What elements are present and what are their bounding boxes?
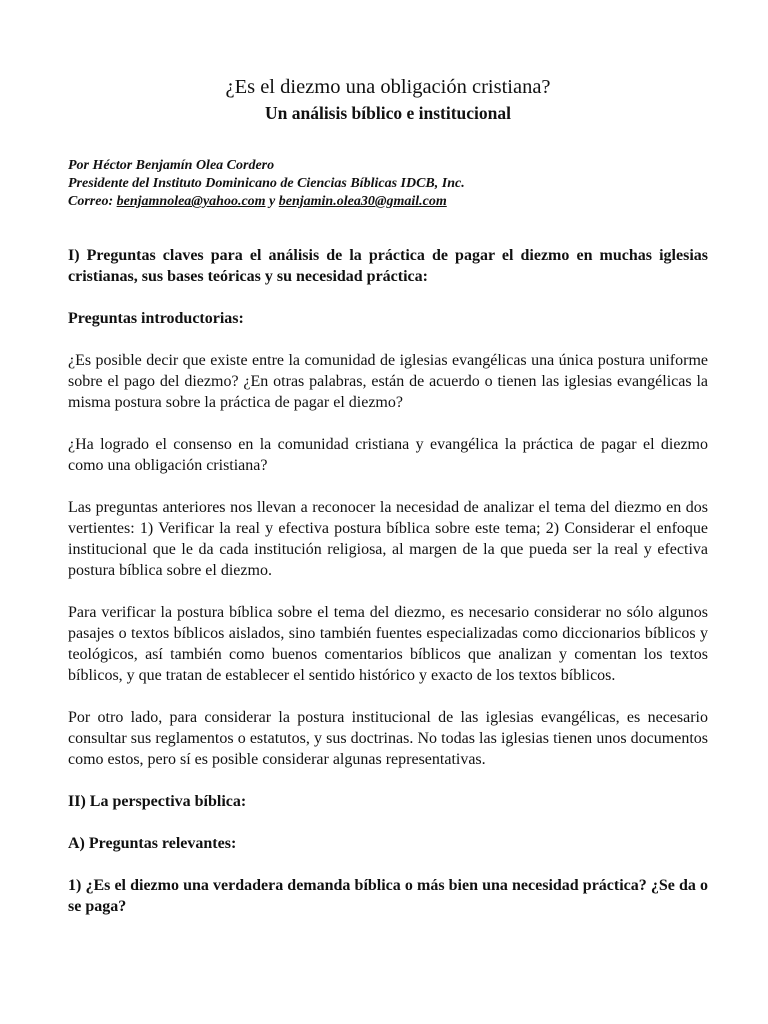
- byline-role: Presidente del Instituto Dominicano de Ciencias Bíblicas IDCB, Inc.: [68, 176, 465, 191]
- paragraph-4: Para verificar la postura bíblica sobre el tema del diezmo, es necesario considerar no sólo algunos pasajes o textos bíblicos aislados, sino también fuentes especializadas como diccionarios bíblicos y teológicos, así también como buenos comentarios bíblicos que analizan y comentan los textos bíblicos, y que tratan de establecer el sentido histórico y exacto de los textos bíblicos.: [68, 604, 708, 684]
- paragraph-3: Las preguntas anteriores nos llevan a reconocer la necesidad de analizar el tema del diezmo en dos vertientes: 1) Verificar la real y efectiva postura bíblica sobre este tema; 2) Considerar el enfoque institucional que le da cada institución religiosa, al margen de la que pueda ser la real y efectiva postura bíblica sobre el diezmo.: [68, 499, 708, 579]
- document-title: ¿Es el diezmo una obligación cristiana?: [225, 76, 551, 98]
- section-1-heading: I) Preguntas claves para el análisis de la práctica de pagar el diezmo en muchas iglesias cristianas, sus bases teóricas y su necesidad práctica:: [68, 247, 708, 285]
- question-1: 1) ¿Es el diezmo una verdadera demanda bíblica o más bien una necesidad práctica? ¿Se da o se paga?: [68, 877, 708, 915]
- intro-questions-heading: Preguntas introductorias:: [68, 310, 244, 327]
- contact-label: Correo:: [68, 194, 114, 209]
- relevant-questions-heading: A) Preguntas relevantes:: [68, 835, 237, 852]
- paragraph-2: ¿Ha logrado el consenso en la comunidad cristiana y evangélica la práctica de pagar el diezmo como una obligación cristiana?: [68, 436, 708, 474]
- byline: [68, 157, 708, 211]
- byline-contact: [68, 193, 708, 211]
- contact-conjunction: y: [269, 194, 276, 209]
- email-link-yahoo[interactable]: benjamnolea@yahoo.com: [116, 194, 266, 209]
- section-2-heading: II) La perspectiva bíblica:: [68, 793, 247, 810]
- paragraph-1: ¿Es posible decir que existe entre la comunidad de iglesias evangélicas una única postura uniforme sobre el pago del diezmo? ¿En otras palabras, están de acuerdo o tienen las iglesias evangélicas la misma postura sobre la práctica de pagar el diezmo?: [68, 352, 708, 411]
- document-content: [68, 74, 708, 917]
- paragraph-5: Por otro lado, para considerar la postura institucional de las iglesias evangélicas, es necesario consultar sus reglamentos o estatutos, y sus doctrinas. No todas las iglesias tienen unos documentos como estos, pero sí es posible considerar algunas representativas.: [68, 709, 708, 768]
- byline-author: Por Héctor Benjamín Olea Cordero: [68, 158, 275, 173]
- email-link-gmail[interactable]: benjamin.olea30@gmail.com: [278, 194, 447, 209]
- document-subtitle: Un análisis bíblico e institucional: [264, 103, 512, 123]
